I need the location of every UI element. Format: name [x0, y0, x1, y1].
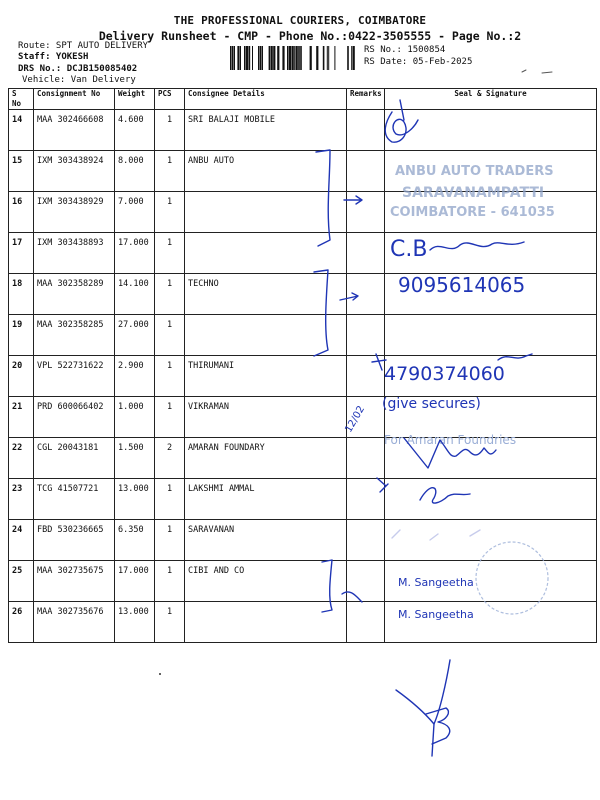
row-pcs: 1 — [155, 315, 185, 356]
row-signature — [385, 315, 597, 356]
stamp-line1: ANBU AUTO TRADERS — [395, 164, 554, 179]
row-weight: 1.000 — [115, 397, 155, 438]
row-weight: 6.350 — [115, 520, 155, 561]
table-row — [9, 192, 597, 233]
phone-row18: 9095614065 — [398, 273, 526, 297]
row-sno: 26 — [9, 602, 34, 643]
row-signature — [385, 479, 597, 520]
row-sno: 23 — [9, 479, 34, 520]
row-sno: 16 — [9, 192, 34, 233]
row-remarks — [347, 356, 385, 397]
row-pcs: 1 — [155, 274, 185, 315]
table-row — [9, 356, 597, 397]
col-signature: Seal & Signature — [385, 89, 597, 110]
note-row21: (give secures) — [382, 396, 481, 412]
row-sno: 15 — [9, 151, 34, 192]
row-sno: 22 — [9, 438, 34, 479]
row-sno: 24 — [9, 520, 34, 561]
row-weight: 13.000 — [115, 602, 155, 643]
col-remarks: Remarks — [347, 89, 385, 110]
row-consignee: TECHNO — [185, 274, 347, 315]
row-remarks — [347, 110, 385, 151]
table-row — [9, 561, 597, 602]
row-remarks — [347, 479, 385, 520]
dot-mark — [159, 673, 161, 675]
row-signature — [385, 233, 597, 274]
row-consignment: MAA 302735676 — [34, 602, 115, 643]
row-consignment: PRD 600066402 — [34, 397, 115, 438]
table-row — [9, 233, 597, 274]
row-pcs: 1 — [155, 561, 185, 602]
row-pcs: 1 — [155, 110, 185, 151]
barcode — [230, 46, 356, 70]
for-amaran-stamp: For Amaran Foundries — [384, 433, 517, 447]
row-consignment: IXM 303438893 — [34, 233, 115, 274]
phone-row20: 4790374060 — [384, 363, 505, 385]
row-remarks — [347, 438, 385, 479]
table-row — [9, 274, 597, 315]
row-consignee: LAKSHMI AMMAL — [185, 479, 347, 520]
table-row — [9, 110, 597, 151]
stamp-line2: SARAVANAMPATTI — [402, 185, 545, 201]
route-label: Route: SPT AUTO DELIVERY — [18, 41, 149, 51]
row-sno: 18 — [9, 274, 34, 315]
row-weight: 7.000 — [115, 192, 155, 233]
row-consignee: ANBU AUTO — [185, 151, 347, 192]
row-consignment: IXM 303438924 — [34, 151, 115, 192]
table-header-row — [9, 89, 597, 110]
row-consignee: CIBI AND CO — [185, 561, 347, 602]
col-consignment: Consignment No — [34, 89, 115, 110]
stamp-line3: COIMBATORE - 641035 — [390, 205, 555, 220]
row-signature — [385, 151, 597, 192]
row-weight: 17.000 — [115, 561, 155, 602]
col-sno: S No — [9, 89, 34, 110]
row-remarks — [347, 151, 385, 192]
row-consignee — [185, 233, 347, 274]
row-consignment: CGL 20043181 — [34, 438, 115, 479]
row-pcs: 1 — [155, 192, 185, 233]
row-consignee: VIKRAMAN — [185, 397, 347, 438]
row-consignment: MAA 302466608 — [34, 110, 115, 151]
row-consignee — [185, 192, 347, 233]
row-pcs: 1 — [155, 151, 185, 192]
table-row — [9, 602, 597, 643]
col-consignee: Consignee Details — [185, 89, 347, 110]
row-weight: 27.000 — [115, 315, 155, 356]
table-row — [9, 315, 597, 356]
row-remarks — [347, 192, 385, 233]
row-weight: 4.600 — [115, 110, 155, 151]
signature-row17: C.B — [390, 237, 428, 262]
rs-date: RS Date: 05-Feb-2025 — [364, 57, 473, 67]
row-sno: 20 — [9, 356, 34, 397]
row-signature — [385, 110, 597, 151]
row-consignee: AMARAN FOUNDARY — [185, 438, 347, 479]
row-consignment: TCG 41507721 — [34, 479, 115, 520]
note-row21-prefix: 12/02 — [343, 404, 368, 435]
row-remarks — [347, 315, 385, 356]
row-pcs: 2 — [155, 438, 185, 479]
row-consignment: MAA 302358289 — [34, 274, 115, 315]
col-weight: Weight — [115, 89, 155, 110]
large-check-mark — [396, 660, 450, 724]
row-consignment: FBD 530236665 — [34, 520, 115, 561]
row-sno: 21 — [9, 397, 34, 438]
row-remarks — [347, 397, 385, 438]
row-remarks — [347, 520, 385, 561]
row-signature — [385, 561, 597, 602]
row-sno: 25 — [9, 561, 34, 602]
row-remarks — [347, 274, 385, 315]
row-weight: 2.900 — [115, 356, 155, 397]
col-pcs: PCS — [155, 89, 185, 110]
row-consignment: MAA 302735675 — [34, 561, 115, 602]
row-remarks — [347, 602, 385, 643]
digit-three-mark — [426, 708, 450, 756]
row-signature — [385, 397, 597, 438]
company-title: THE PROFESSIONAL COURIERS, COIMBATORE — [173, 14, 427, 27]
row-pcs: 1 — [155, 233, 185, 274]
tick-top-right — [522, 70, 552, 73]
row-signature — [385, 602, 597, 643]
row-sno: 14 — [9, 110, 34, 151]
row-remarks — [347, 233, 385, 274]
row-signature — [385, 438, 597, 479]
row-signature — [385, 274, 597, 315]
row-weight: 14.100 — [115, 274, 155, 315]
row-consignment: MAA 302358285 — [34, 315, 115, 356]
row-consignee: SARAVANAN — [185, 520, 347, 561]
row-signature — [385, 520, 597, 561]
row-weight: 8.000 — [115, 151, 155, 192]
row-weight: 17.000 — [115, 233, 155, 274]
table-row — [9, 151, 597, 192]
table-row — [9, 520, 597, 561]
row-consignee — [185, 315, 347, 356]
row-consignment: IXM 303438929 — [34, 192, 115, 233]
row-remarks — [347, 561, 385, 602]
signature-row25: M. Sangeetha — [398, 576, 474, 589]
table-row — [9, 397, 597, 438]
row-signature — [385, 192, 597, 233]
row-sno: 19 — [9, 315, 34, 356]
row-pcs: 1 — [155, 602, 185, 643]
staff-label: Staff: YOKESH — [18, 52, 89, 62]
row-pcs: 1 — [155, 356, 185, 397]
row-consignee: THIRUMANI — [185, 356, 347, 397]
row-weight: 13.000 — [115, 479, 155, 520]
row-consignment: VPL 522731622 — [34, 356, 115, 397]
drs-number: DRS No.: DCJB150085402 — [18, 64, 138, 74]
runsheet-title: Delivery Runsheet - CMP - Phone No.:0422-3505555 - Page No.:2 — [98, 29, 522, 43]
vehicle-label: Vehicle: Van Delivery — [22, 75, 136, 85]
row-consignee — [185, 602, 347, 643]
table-row — [9, 438, 597, 479]
signature-row26: M. Sangeetha — [398, 608, 474, 621]
rs-number: RS No.: 1500854 — [364, 45, 446, 55]
row-sno: 17 — [9, 233, 34, 274]
row-weight: 1.500 — [115, 438, 155, 479]
row-consignee: SRI BALAJI MOBILE — [185, 110, 347, 151]
row-pcs: 1 — [155, 520, 185, 561]
row-pcs: 1 — [155, 479, 185, 520]
row-pcs: 1 — [155, 397, 185, 438]
table-row — [9, 479, 597, 520]
runsheet-table — [8, 88, 597, 643]
row-signature — [385, 356, 597, 397]
